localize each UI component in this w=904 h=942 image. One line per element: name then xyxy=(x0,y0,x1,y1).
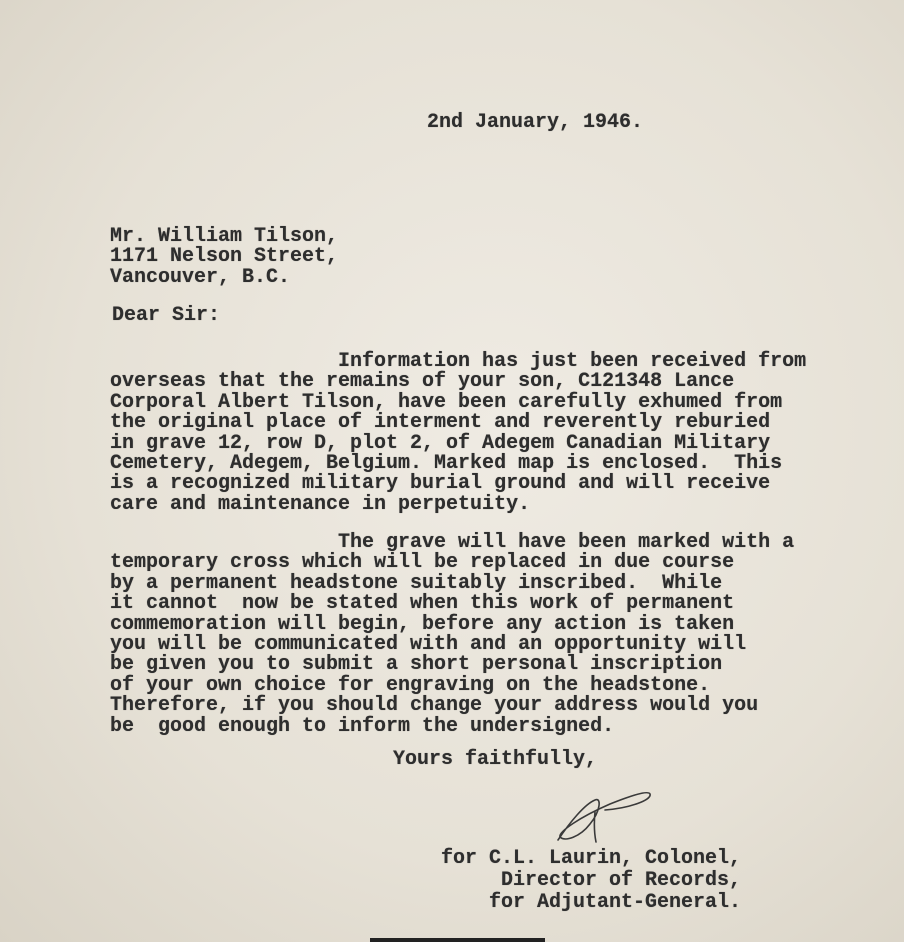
address-line: Mr. William Tilson, xyxy=(110,225,339,248)
paragraph-line: The grave will have been marked with a xyxy=(110,531,795,554)
salutation: Dear Sir: xyxy=(112,304,221,327)
paragraph-line: in grave 12, row D, plot 2, of Adegem Canadian Military xyxy=(110,431,771,455)
signature-line-title: Director of Records, xyxy=(501,869,742,892)
paragraph-2 xyxy=(110,533,794,737)
paragraph-line: of your own choice for engraving on the headstone. xyxy=(110,673,711,697)
letter-date: 2nd January, 1946. xyxy=(427,111,644,134)
paragraph-line: overseas that the remains of your son, C121348 Lance xyxy=(110,370,735,394)
paragraph-line: Information has just been received from xyxy=(110,350,807,373)
page-edge-mark xyxy=(370,938,545,942)
paragraph-line: is a recognized military burial ground and will receive xyxy=(110,472,771,496)
paragraph-line: the original place of interment and reverently reburied xyxy=(110,411,771,435)
paragraph-line: be given you to submit a short personal inscription xyxy=(110,653,723,677)
closing: Yours faithfully, xyxy=(393,748,598,771)
signature-line-name: for C.L. Laurin, Colonel, xyxy=(441,847,742,870)
paragraph-line: care and maintenance in perpetuity. xyxy=(110,492,531,516)
paragraph-line: it cannot now be stated when this work of permanent xyxy=(110,592,735,616)
signature-line-office: for Adjutant-General. xyxy=(489,891,742,914)
recipient-address xyxy=(110,227,338,288)
paragraph-line: temporary cross which will be replaced in due course xyxy=(110,551,735,575)
paragraph-line: Cemetery, Adegem, Belgium. Marked map is enclosed. This xyxy=(110,451,783,475)
paragraph-line: commemoration will begin, before any action is taken xyxy=(110,612,735,636)
address-line: Vancouver, B.C. xyxy=(110,265,291,289)
paragraph-line: be good enough to inform the undersigned. xyxy=(110,714,615,738)
paragraph-line: Corporal Albert Tilson, have been carefully exhumed from xyxy=(110,390,783,414)
handwritten-signature xyxy=(550,782,660,847)
paragraph-line: you will be communicated with and an opportunity will xyxy=(110,632,747,656)
address-line: 1171 Nelson Street, xyxy=(110,245,339,269)
paragraph-1 xyxy=(110,352,806,515)
paragraph-line: by a permanent headstone suitably inscribed. While xyxy=(110,571,723,595)
paragraph-line: Therefore, if you should change your address would you xyxy=(110,694,759,718)
